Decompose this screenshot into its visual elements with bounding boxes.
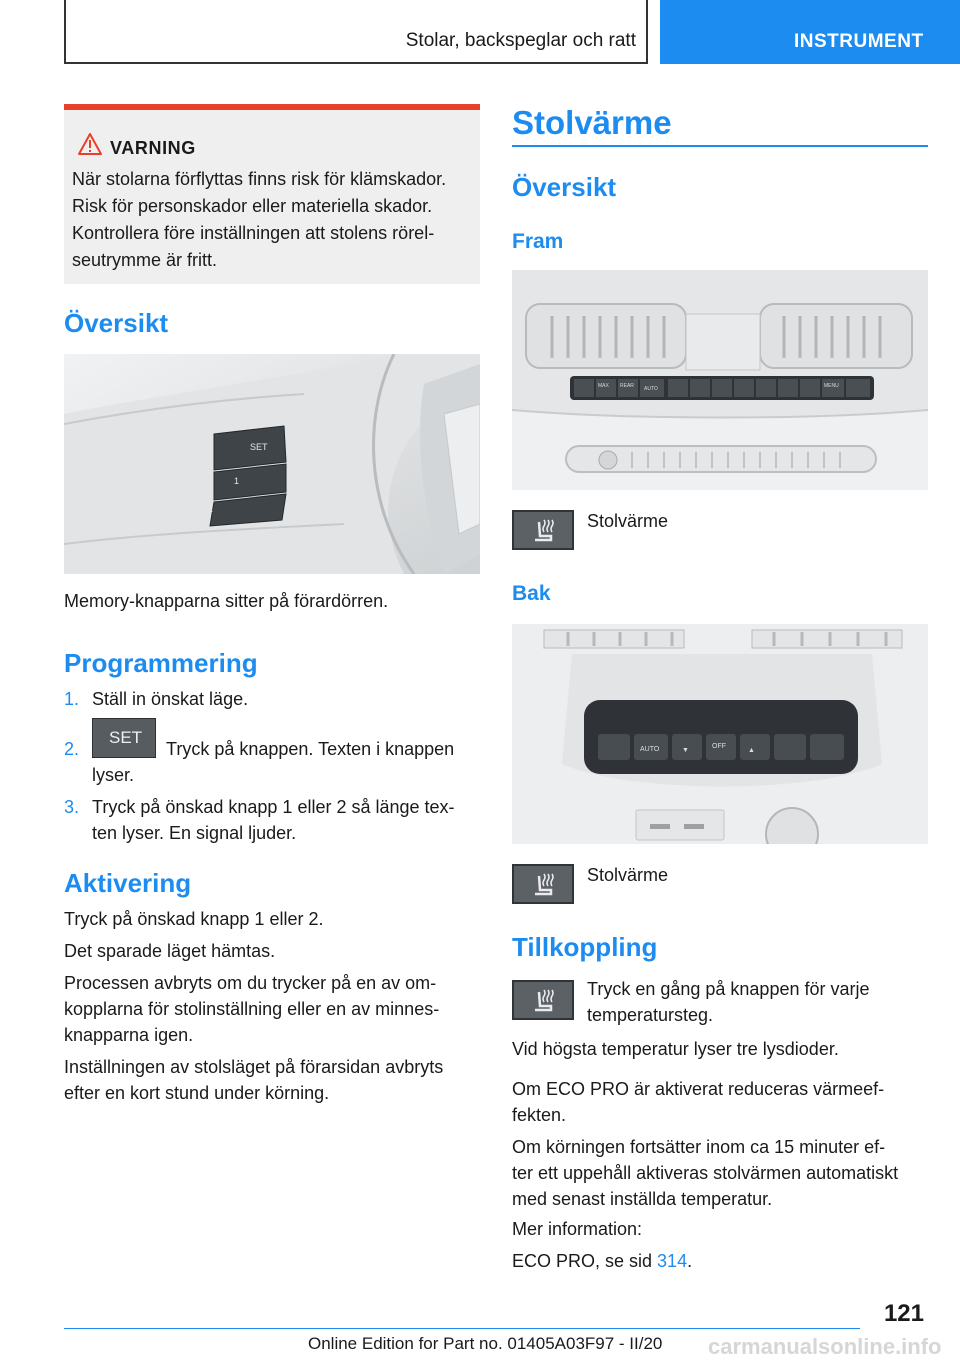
aktivering-heading: Aktivering bbox=[64, 868, 192, 898]
left-oversikt-heading: Översikt bbox=[64, 308, 169, 338]
header-chapter-tab bbox=[660, 0, 960, 64]
warning-box bbox=[64, 104, 480, 284]
footer-edition: Online Edition for Part no. 01405A03F97 - II/20 bbox=[308, 1334, 663, 1353]
stolvarme-title: Stolvärme bbox=[512, 104, 672, 141]
step-3: 3. Tryck på önskad knapp 1 eller 2 så länge tex- ten lyser. En signal ljuder. bbox=[64, 797, 455, 843]
header-chapter-title: INSTRUMENT bbox=[794, 31, 924, 52]
memory-button-panel bbox=[208, 426, 286, 526]
front-lower-vent bbox=[566, 446, 876, 472]
warning-text: När stolarna förflyttas finns risk för klämskador. Risk för personskador eller materiella skador. Kontrollera före inställningen att stolens rörel- seutrymme är fritt. bbox=[72, 169, 447, 270]
aktivering-text: Tryck på önskad knapp 1 eller 2. Det sparade läget hämtas. Processen avbryts om du trycker på en av om- kopplarna för stolinställning eller en av minnes- knapparna igen. Inställningen av stolsläget på förarsidan avbryts efter en kort stund under körning. bbox=[64, 909, 444, 1103]
step-2-text-line2: lyser. bbox=[92, 765, 135, 785]
warning-triangle-icon bbox=[77, 132, 103, 156]
svg-text:▲: ▲ bbox=[748, 747, 755, 754]
eco-pro-reference: ECO PRO, se sid 314. bbox=[512, 1251, 693, 1271]
page-number: 121 bbox=[883, 1300, 924, 1327]
warning-title: VARNING bbox=[110, 138, 196, 158]
rear-button-strip bbox=[584, 700, 858, 774]
svg-text:1: 1 bbox=[234, 476, 240, 486]
svg-text:2: 2 bbox=[208, 504, 214, 514]
svg-text:▼: ▼ bbox=[682, 747, 689, 754]
more-info-label: Mer information: bbox=[512, 1219, 643, 1239]
step-1: 1. Ställ in önskat läge. bbox=[64, 689, 249, 709]
svg-text:MENU: MENU bbox=[824, 383, 839, 389]
set-button-icon: SET bbox=[92, 718, 156, 758]
tillkoppling-text: Tryck en gång på knappen för varje temperatursteg. bbox=[587, 979, 870, 1025]
p-auto-reactivation: Om körningen fortsätter inom ca 15 minuter ef- ter ett uppehåll aktiveras stolvärmen automatiskt med senast inställda temperatur. bbox=[512, 1137, 899, 1209]
svg-text:AUTO: AUTO bbox=[640, 746, 660, 753]
title-rule bbox=[512, 145, 928, 147]
seat-heating-icon-tillkoppling bbox=[512, 980, 574, 1020]
rear-climate-panel-image bbox=[512, 624, 928, 844]
seat-heating-icon-front bbox=[512, 510, 574, 550]
p-eco-pro: Om ECO PRO är aktiverat reduceras värmeef- fekten. bbox=[512, 1079, 885, 1125]
step-2-text-line1: Tryck på knappen. Texten i knappen bbox=[166, 739, 455, 759]
tillkoppling-heading: Tillkoppling bbox=[512, 932, 658, 962]
footer-watermark: carmanualsonline.info bbox=[708, 1334, 942, 1359]
step-2-number: 2. bbox=[64, 739, 80, 759]
memory-buttons-image bbox=[64, 354, 480, 574]
right-oversikt-heading: Översikt bbox=[512, 172, 617, 202]
fram-heading: Fram bbox=[512, 230, 564, 253]
bak-caption: Stolvärme bbox=[587, 865, 669, 885]
programmering-heading: Programmering bbox=[64, 648, 258, 678]
svg-text:AUTO: AUTO bbox=[644, 386, 658, 392]
front-climate-panel-image bbox=[512, 270, 928, 490]
svg-text:SET: SET bbox=[250, 442, 268, 452]
svg-text:OFF: OFF bbox=[712, 743, 726, 750]
seat-heating-icon-rear bbox=[512, 864, 574, 904]
footer-rule bbox=[64, 1328, 860, 1329]
fram-caption: Stolvärme bbox=[587, 511, 669, 531]
memory-caption: Memory-knapparna sitter på förardörren. bbox=[64, 591, 389, 611]
bak-heading: Bak bbox=[512, 582, 551, 605]
svg-text:REAR: REAR bbox=[620, 383, 634, 389]
header-section-title: Stolar, backspeglar och ratt bbox=[405, 30, 636, 51]
page-link-314[interactable]: 314 bbox=[657, 1251, 688, 1271]
front-button-strip bbox=[570, 376, 874, 400]
p-led-info: Vid högsta temperatur lyser tre lysdioder. bbox=[512, 1039, 839, 1059]
front-air-vents bbox=[526, 304, 912, 370]
svg-text:MAX: MAX bbox=[598, 383, 609, 389]
header-section-tab bbox=[64, 0, 648, 64]
